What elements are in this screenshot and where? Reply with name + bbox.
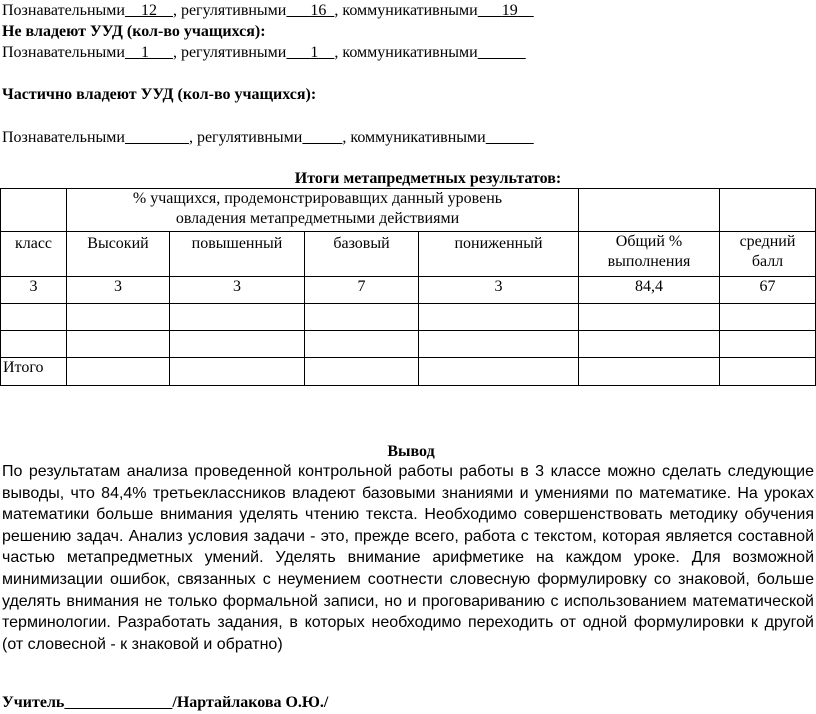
table-cell	[67, 331, 170, 358]
cognitive-regulatory-communicative-line-1: Познавательными​ 12​ , регулятивными​ 16​ , коммуникативными​ 19​	[2, 2, 534, 19]
table-cell	[720, 304, 816, 331]
cognitive-value: 1	[140, 44, 149, 61]
regulatory-label: , регулятивными	[188, 129, 303, 146]
table-cell	[579, 304, 720, 331]
communicative-label: , коммуникативными	[334, 2, 478, 19]
not-mastered-heading: Не владеют УУД (кол-во учащихся):	[2, 23, 266, 40]
conclusion-title: Вывод	[387, 443, 435, 460]
group-header-cell: % учащихся, продемонстрировавщих данный уровень овладения метапредметными действиями	[67, 189, 579, 232]
regulatory-label: , регулятивными	[172, 2, 287, 19]
column-header-low: пониженный	[419, 232, 579, 277]
table-cell: 7	[305, 277, 419, 304]
table-cell	[305, 304, 419, 331]
table-cell: 3	[170, 277, 305, 304]
table-cell: 3	[1, 277, 67, 304]
table-cell	[419, 358, 579, 386]
table-cell	[579, 358, 720, 386]
table-cell: 3	[67, 277, 170, 304]
regulatory-label: , регулятивными	[172, 44, 287, 61]
partially-mastered-heading: Частично владеют УУД (кол-во учащихся):	[2, 86, 317, 103]
conclusion-text: По результатам анализа проведенной контрольной работы работы в 3 классе можно сделать следующие выводы, что 84,4% третьеклассников владеют базовыми знаниями и умениями по математике. На уроках математики больше внимания уделять чтению текста. Необходимо совершенствовать методику обучения решению задач. Анализ условия задачи - это, прежде всего, работа с текстом, которая является составной частью метапредметных умений. Уделять внимание арифметике на каждом уроке. Для возможной минимизации ошибок, связанных с неумением соотнести словесную формулировку со знаковой, больше уделять внимания не только формальной записи, но и проговариванию с использованием математической терминологии. Разработать задания, в которых необходимо переходить от одной формулировки к другой (от словесной - к знаковой и обратно)	[2, 463, 814, 653]
table-cell	[170, 358, 305, 386]
table-cell	[170, 304, 305, 331]
table-cell: 3	[419, 277, 579, 304]
table-cell	[1, 304, 67, 331]
cognitive-label: Познавательными	[2, 129, 125, 146]
cognitive-regulatory-communicative-line-2: Познавательными​ 1​ , регулятивными​ 1​ , коммуникативными​	[2, 44, 526, 61]
table-header-row-1	[1, 189, 816, 232]
table-cell: 67	[720, 277, 816, 304]
empty-header-cell	[720, 189, 816, 232]
table-row	[1, 331, 816, 358]
empty-header-cell	[1, 189, 67, 232]
table-total-row	[1, 358, 816, 386]
empty-header-cell	[579, 189, 720, 232]
table-cell	[305, 358, 419, 386]
communicative-label: , коммуникативными	[334, 44, 478, 61]
column-header-average-score: средний балл	[720, 232, 816, 277]
cognitive-label: Познавательными	[2, 2, 125, 19]
regulatory-value: 1	[310, 44, 319, 61]
table-cell	[579, 331, 720, 358]
total-label: Итого	[1, 358, 67, 386]
table-cell	[67, 358, 170, 386]
regulatory-value: 16	[310, 2, 327, 19]
cognitive-regulatory-communicative-line-3: Познавательными​ , регулятивными​ , коммуникативными​	[2, 129, 534, 146]
table-row	[1, 277, 816, 304]
table-cell	[720, 331, 816, 358]
communicative-label: , коммуникативными	[342, 129, 486, 146]
results-table	[0, 188, 816, 386]
column-header-elevated: повышенный	[170, 232, 305, 277]
column-header-high: Высокий	[67, 232, 170, 277]
table-cell: 84,4	[579, 277, 720, 304]
cognitive-label: Познавательными	[2, 44, 125, 61]
table-cell	[67, 304, 170, 331]
teacher-label: Учитель	[2, 694, 65, 711]
column-header-total-percent: Общий % выполнения	[579, 232, 720, 277]
table-cell	[170, 331, 305, 358]
table-cell	[419, 304, 579, 331]
column-header-class: класс	[1, 232, 67, 277]
table-header-row-2	[1, 232, 816, 277]
cognitive-value: 12	[140, 2, 157, 19]
table-row	[1, 304, 816, 331]
teacher-name: /Нартайлакова О.Ю./	[172, 694, 329, 711]
teacher-signature-line: Учитель ​ /Нартайлакова О.Ю./	[2, 694, 329, 711]
table-cell	[720, 358, 816, 386]
table-cell	[1, 331, 67, 358]
table-cell	[305, 331, 419, 358]
results-table-title: Итоги метапредметных результатов:	[294, 170, 562, 187]
column-header-basic: базовый	[305, 232, 419, 277]
table-cell	[419, 331, 579, 358]
communicative-value: 19	[501, 2, 518, 19]
